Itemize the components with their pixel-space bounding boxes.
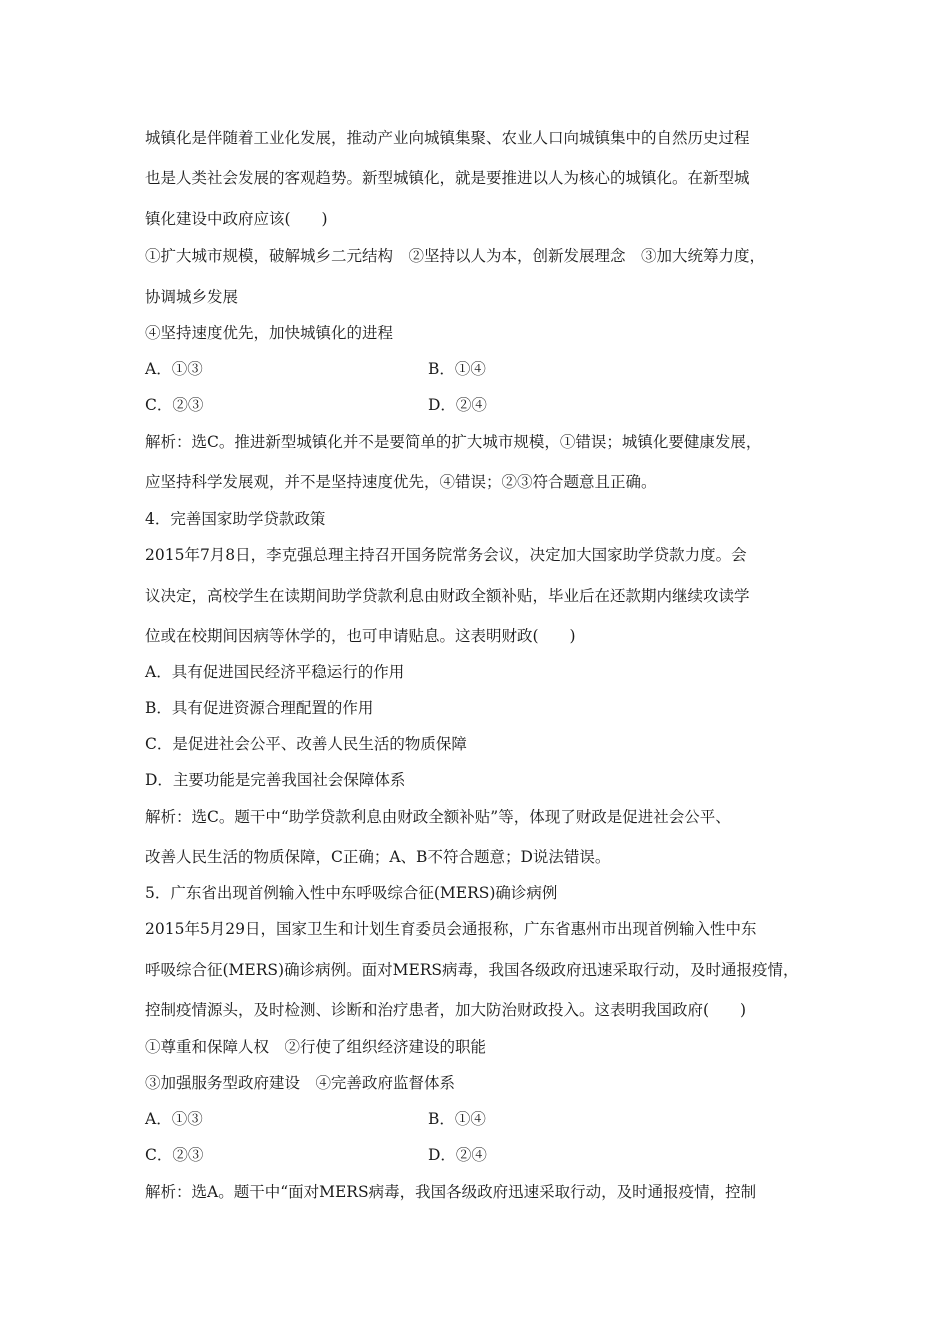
q3-option-c: C．②③ [145,396,204,414]
q5-item-line-2: ③加强服务型政府建设 ④完善政府监督体系 [145,1074,456,1092]
q4-analysis-line-1: 解析：选C。题干中“助学贷款利息由财政全额补贴”等，体现了财政是促进社会公平、 [145,808,731,826]
q4-stem-line-3: 位或在校期间因病等休学的，也可申请贴息。这表明财政( ) [145,627,576,645]
q5-option-a: A．①③ [145,1110,203,1128]
q3-stem-line-3: 镇化建设中政府应该( ) [145,210,328,228]
q5-stem-line-2: 呼吸综合征(MERS)确诊病例。面对MERS病毒，我国各级政府迅速采取行动，及时通报疫情， [145,961,799,979]
q3-option-row-1 [145,359,203,379]
q3-stem-line-1: 城镇化是伴随着工业化发展，推动产业向城镇集聚、农业人口向城镇集中的自然历史过程 [145,129,750,147]
q5-stem-line-3: 控制疫情源头，及时检测、诊断和治疗患者，加大防治财政投入。这表明我国政府( ) [145,1001,747,1019]
q3-item-line-2: 协调城乡发展 [145,288,239,306]
q5-option-b: B．①④ [428,1110,486,1128]
q4-stem-line-1: 2015年7月8日，李克强总理主持召开国务院常务会议，决定加大国家助学贷款力度。会 [145,546,747,564]
q5-option-d: D．②④ [428,1146,487,1164]
q5-analysis-line-1: 解析：选A。题干中“面对MERS病毒，我国各级政府迅速采取行动，及时通报疫情，控制 [145,1183,757,1201]
q4-analysis-line-2: 改善人民生活的物质保障，C正确；A、B不符合题意；D说法错误。 [145,848,611,866]
q4-option-a: A．具有促进国民经济平稳运行的作用 [145,663,405,681]
q4-title: 4．完善国家助学贷款政策 [145,510,326,528]
q5-stem-line-1: 2015年5月29日，国家卫生和计划生育委员会通报称，广东省惠州市出现首例输入性中东 [145,920,757,938]
q5-option-c: C．②③ [145,1146,204,1164]
q5-title: 5．广东省出现首例输入性中东呼吸综合征(MERS)确诊病例 [145,884,558,902]
q3-analysis-line-1: 解析：选C。推进新型城镇化并不是要简单的扩大城市规模，①错误；城镇化要健康发展， [145,433,762,451]
q4-option-b: B．具有促进资源合理配置的作用 [145,699,374,717]
q3-option-a: A．①③ [145,360,203,378]
q3-item-line-1: ①扩大城市规模，破解城乡二元结构 ②坚持以人为本，创新发展理念 ③加大统筹力度， [145,247,766,265]
q3-item-line-3: ④坚持速度优先，加快城镇化的进程 [145,324,394,342]
q3-option-d: D．②④ [428,396,487,414]
q3-option-b: B．①④ [428,360,486,378]
q3-stem-line-2: 也是人类社会发展的客观趋势。新型城镇化，就是要推进以人为核心的城镇化。在新型城 [145,169,750,187]
q5-item-line-1: ①尊重和保障人权 ②行使了组织经济建设的职能 [145,1038,487,1056]
q3-analysis-line-2: 应坚持科学发展观，并不是坚持速度优先，④错误；②③符合题意且正确。 [145,473,657,491]
q4-option-d: D．主要功能是完善我国社会保障体系 [145,771,406,789]
q4-stem-line-2: 议决定，高校学生在读期间助学贷款利息由财政全额补贴，毕业后在还款期内继续攻读学 [145,587,750,605]
q4-option-c: C．是促进社会公平、改善人民生活的物质保障 [145,735,467,753]
